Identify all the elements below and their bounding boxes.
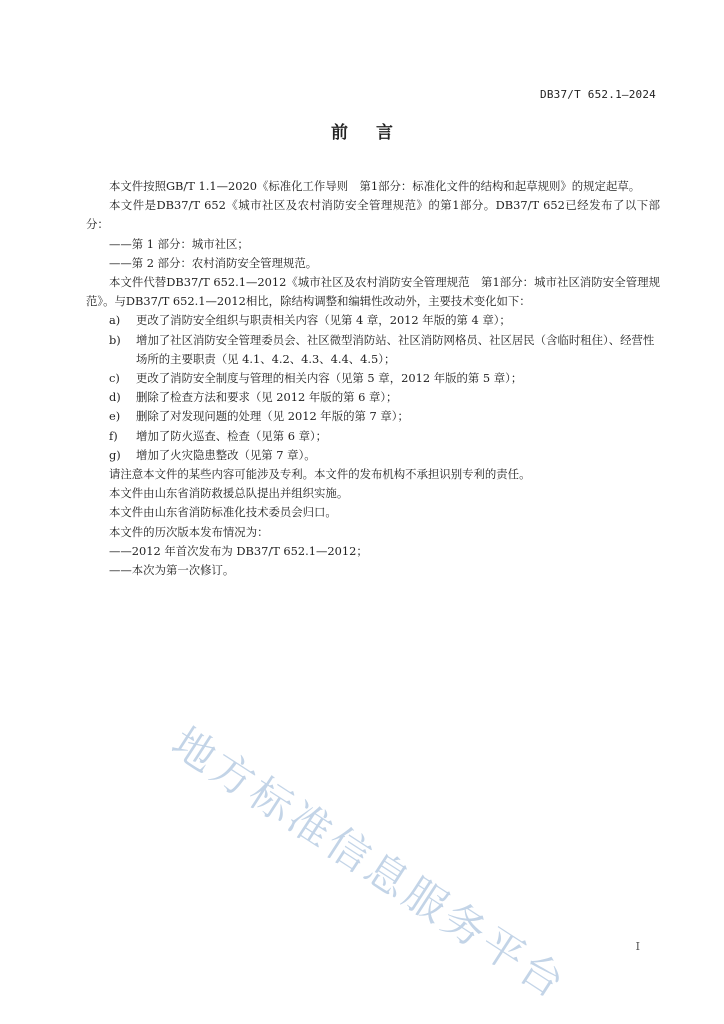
- change-item-label: f): [109, 428, 118, 443]
- change-item-text: 更改了消防安全组织与职责相关内容（见第 4 章，2012 年版的第 4 章）；: [136, 313, 511, 328]
- change-item: [86, 446, 660, 465]
- change-item: [86, 407, 660, 426]
- change-item: [86, 331, 660, 369]
- part-1-item: ——第 1 部分：城市社区；: [109, 236, 249, 251]
- change-item-text: 增加了防火巡查、检查（见第 6 章）；: [136, 428, 328, 443]
- change-item: [86, 388, 660, 407]
- changes-list: [86, 311, 660, 465]
- change-item: [86, 311, 660, 330]
- page-number: I: [635, 940, 640, 953]
- change-item-label: b): [109, 332, 121, 347]
- change-item-label: g): [109, 447, 121, 462]
- part-2-item: ——第 2 部分：农村消防安全管理规范。: [109, 255, 318, 270]
- change-item-label: c): [109, 371, 120, 386]
- change-item-text: 增加了社区消防安全管理委员会、社区微型消防站、社区消防网格员、社区居民（含临时租住）、经营性场所的主要职责（见 4.1、4.2、4.3、4.4、4.5）；: [136, 332, 655, 366]
- watermark: 地方标准信息服务平台: [163, 717, 576, 1010]
- change-item-text: 删除了检查方法和要求（见 2012 年版的第 6 章）；: [136, 390, 398, 405]
- change-item-label: d): [109, 390, 121, 405]
- paragraph-history-intro: 本文件的历次版本发布情况为：: [109, 524, 269, 539]
- change-item-text: 更改了消防安全制度与管理的相关内容（见第 5 章，2012 年版的第 5 章）；: [136, 371, 523, 386]
- paragraph-replacement: 本文件代替DB37/T 652.1—2012《城市社区及农村消防安全管理规范 第1部分：城市社区消防安全管理规范》。与DB37/T 652.1—2012相比，除结构调整和编辑性改动外，主要技术变化如下：: [86, 275, 660, 309]
- page-title: 前言: [331, 123, 421, 143]
- change-item-label: e): [109, 409, 121, 424]
- history-item: ——本次为第一次修订。: [109, 563, 235, 578]
- paragraph-committee: 本文件由山东省消防标准化技术委员会归口。: [109, 505, 337, 520]
- change-item-text: 删除了对发现问题的处理（见 2012 年版的第 7 章）；: [136, 409, 409, 424]
- foreword-body: [86, 177, 660, 580]
- paragraph-patent-notice: 请注意本文件的某些内容可能涉及专利。本文件的发布机构不承担识别专利的责任。: [109, 467, 531, 482]
- change-item: [86, 369, 660, 388]
- change-item: [86, 427, 660, 446]
- paragraph-part-info: 本文件是DB37/T 652《城市社区及农村消防安全管理规范》的第1部分。DB37/T 652已经发布了以下部分：: [86, 198, 660, 232]
- change-item-text: 增加了火灾隐患整改（见第 7 章）。: [136, 447, 316, 462]
- paragraph-drafting-rule: 本文件按照GB/T 1.1—2020《标准化工作导则 第1部分：标准化文件的结构和起草规则》的规定起草。: [109, 179, 641, 193]
- change-item-label: a): [109, 313, 121, 328]
- paragraph-proposer: 本文件由山东省消防救援总队提出并组织实施。: [109, 486, 349, 501]
- document-code: DB37/T 652.1—2024: [540, 88, 656, 101]
- history-item: ——2012 年首次发布为 DB37/T 652.1—2012；: [109, 543, 368, 558]
